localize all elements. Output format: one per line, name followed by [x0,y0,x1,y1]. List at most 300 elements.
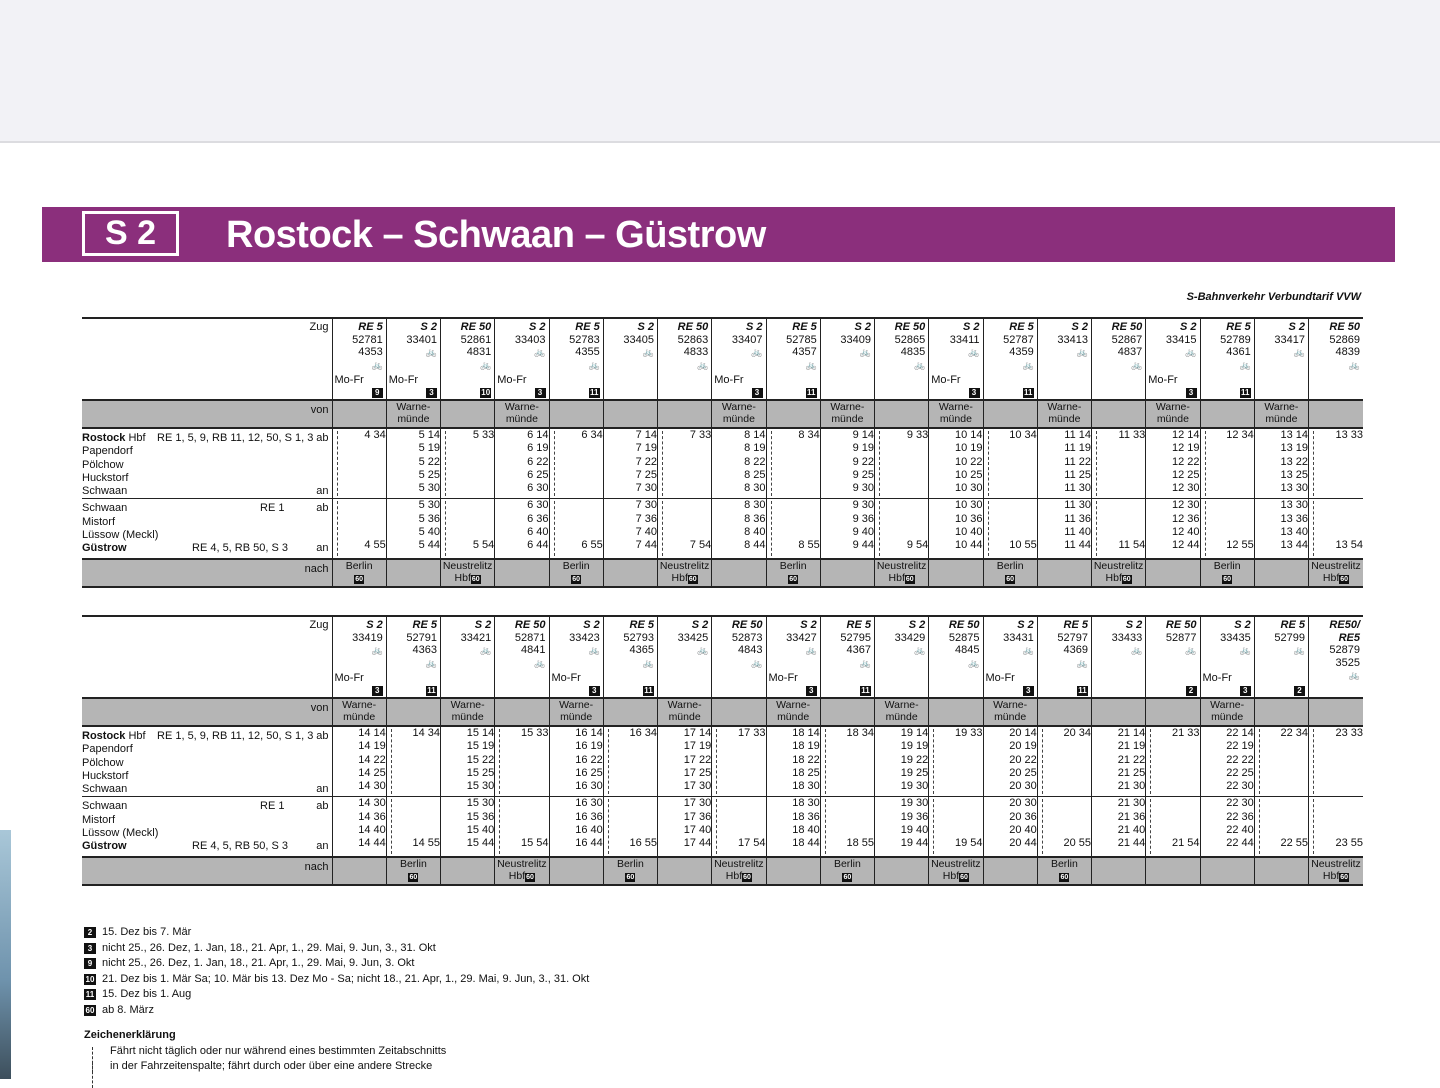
train-info [1201,617,1254,657]
destination-cell [658,857,712,885]
weekday-note: Mo-Fr [985,672,1015,684]
footnote-badge: 3 [426,388,437,398]
origin-cell [1309,698,1364,726]
train-type: RE 5 [792,321,817,333]
footnote-badge: 60 [1122,575,1131,583]
destination-cell: Neustrelitz Hbf60 [1092,559,1146,587]
train-header [332,318,386,400]
origin-cell: Warne- münde [441,698,495,726]
train-number: 52793 4365 [623,631,654,656]
train-header [766,318,820,400]
footnote-badge: 60 [1060,873,1069,881]
train-number: 52799 [1274,631,1305,644]
station-main: Güstrow [82,542,127,555]
time-cell: 18 55 [820,797,874,857]
train-header [495,318,549,400]
time-cell: 11 33 [1092,428,1146,499]
footnote-row [84,972,589,988]
station-name: Papendorf [82,445,133,458]
train-info [712,617,765,669]
origin-cell: Warne- münde [332,698,386,726]
origin-cell [1309,400,1364,428]
train-header [658,318,712,400]
train-number: 33419 [352,631,383,644]
destination-cell: Berlin 60 [820,857,874,885]
bicycle-icon: 🚲 [371,645,383,655]
train-number: 33431 [1003,631,1034,644]
train-header [386,616,440,698]
footnote-text: 15. Dez bis 7. Mär [102,926,192,938]
train-header [1309,318,1364,400]
station-name: Huckstorf [82,471,129,484]
weekday-note: Mo-Fr [551,672,581,684]
footnote-badge: 60 [355,575,364,583]
footnote-text: ab 8. März [102,1003,154,1016]
time-cell: 10 30 10 36 10 40 10 44 [929,499,983,559]
train-info [929,617,982,669]
destination-cell [712,559,766,587]
time-cell: 17 33 [712,726,766,797]
train-header-inner [767,319,820,399]
destination-cell: Neustrelitz Hbf60 [1309,559,1364,587]
time-cell: 22 30 22 36 22 40 22 44 [1200,797,1254,857]
train-info [821,617,874,669]
train-header [929,318,983,400]
bicycle-icon: 🚲 [859,657,871,668]
train-number: 33423 [569,631,600,644]
nach-label-cell [82,559,332,587]
footnote-row [84,941,589,957]
footnote-text: 21. Dez bis 1. Mär Sa; 10. Mär bis 13. Dez Mo - Sa; nicht 18., 21. Apr, 1., 29. Mai, 9. Jun, 3., 31. Okt [102,972,590,985]
time-cell: 16 30 16 36 16 40 16 44 [549,797,603,857]
train-number: 52863 4833 [677,333,709,358]
time-cell: 23 33 [1309,726,1364,797]
train-number: 52795 4367 [840,631,871,656]
time-cell: 13 33 [1309,428,1364,499]
arrival-departure-mark: ab [316,800,329,813]
train-header-inner [387,319,440,399]
train-header-inner [1201,319,1254,399]
train-number: 33427 [786,631,817,644]
train-info [387,617,440,669]
train-header-inner [875,617,928,697]
train-type: RE 5 [1226,321,1251,333]
origin-cell [658,400,712,428]
train-number: 33425 [677,631,709,644]
time-cell: 11 14 11 19 11 22 11 25 11 30 [1037,428,1091,499]
route-banner [42,207,1395,262]
train-header [386,318,440,400]
train-number: 52797 4369 [1057,631,1088,656]
footnotes [84,925,589,1075]
destination-cell: Neustrelitz Hbf60 [495,857,549,885]
legend-line: in der Fahrzeitenspalte; fährt durch oder über eine andere Strecke [84,1059,589,1075]
origin-cell [983,400,1037,428]
station-name: Pölchow [82,458,124,471]
train-header [820,318,874,400]
train-number: 33413 [1057,333,1088,346]
station-main: Rostock [82,730,126,742]
connection-info: RE 4, 5, RB 50, S 3 [192,542,288,555]
time-cell: 19 33 [929,726,983,797]
train-number: 33401 [406,333,437,346]
destination-cell: Berlin 60 [1037,857,1091,885]
origin-cell: Warne- münde [766,698,820,726]
destination-cell [1200,857,1254,885]
zug-label-cell [82,318,332,400]
train-type: RE 50 [1329,321,1360,333]
train-type: RE 5 [1280,619,1305,631]
destination-cell [1092,857,1146,885]
train-info [550,617,603,657]
weekday-note: Mo-Fr [931,374,961,386]
station-name: Mistorf [82,813,115,826]
route-title: Rostock – Schwaan – Güstrow [226,214,766,256]
footnote-badge: 60 [471,575,480,583]
origin-cell: Warne- münde [929,400,983,428]
zug-label: Zug [309,321,329,333]
footnote-badge: 3 [1023,686,1034,696]
bicycle-icon: 🚲 [1022,645,1034,655]
train-header [1146,318,1200,400]
train-type: S 2 [637,321,654,333]
train-type: S 2 [474,619,492,631]
weekday-note: Mo-Fr [388,374,419,386]
von-label: von [310,702,329,714]
train-header [603,616,657,698]
time-cell: 17 54 [712,797,766,857]
train-number: 33405 [623,333,654,346]
bicycle-icon: 🚲 [968,347,980,357]
destination-cell: Neustrelitz Hbf60 [929,857,983,885]
train-type: S 2 [1071,321,1088,333]
time-cell: 15 33 [495,726,549,797]
legend-line: Fährt nicht täglich oder nur während eines bestimmten Zeitabschnitts [84,1044,589,1060]
bicycle-icon: 🚲 [642,347,654,357]
footnote-badge: 60 [743,873,751,881]
footnote-badge: 3 [806,686,817,696]
time-cell: 4 55 [332,499,386,559]
bicycle-icon: 🚲 [859,347,871,357]
connection-info: RE 4, 5, RB 50, S 3 [192,840,288,853]
origin-cell: Warne- münde [820,400,874,428]
footnote-badge: 11 [1241,388,1250,397]
bicycle-icon: 🚲 [1131,645,1143,655]
weekday-note: Mo-Fr [497,374,527,386]
footnote-badge: 60 [1223,575,1232,583]
footnote-symbol: 3 [84,943,96,954]
train-header [1254,318,1308,400]
line-badge: S 2 [82,211,179,256]
footnote-badge: 11 [861,686,870,695]
footnote-text: nicht 25., 26. Dez, 1. Jan, 18., 21. Apr, 1., 29. Mai, 9. Jun, 3., 31. Okt [102,941,436,954]
time-cell: 13 54 [1309,499,1364,559]
train-type: RE 5 [1009,321,1034,333]
train-header [875,318,929,400]
footnote-badge: 3 [1186,388,1197,398]
footnote-badge: 60 [572,575,581,583]
train-info [1255,319,1308,359]
origin-cell: Warne- münde [549,698,603,726]
train-header-inner [441,617,494,697]
bicycle-icon: 🚲 [588,359,600,370]
station-list [82,726,332,797]
train-info [984,617,1037,657]
train-header-inner [712,319,765,399]
connection-info: RE 1 [260,800,285,813]
station-list [82,499,332,559]
footnote-badge: 60 [1340,873,1349,881]
time-cell: 5 33 [441,428,495,499]
train-type: S 2 [1017,619,1034,631]
train-type: RE 5 [1063,619,1088,631]
time-cell: 17 14 17 19 17 22 17 25 17 30 [658,726,712,797]
bicycle-icon: 🚲 [914,359,926,370]
train-info [1146,617,1199,657]
destination-cell [332,857,386,885]
station-name: Mistorf [82,515,115,528]
time-cell: 6 55 [549,499,603,559]
time-cell: 9 30 9 36 9 40 9 44 [820,499,874,559]
train-header [712,318,766,400]
bicycle-icon: 🚲 [642,657,654,668]
train-number: 52861 4831 [460,333,492,358]
origin-cell: Warne- münde [1200,698,1254,726]
train-info [1038,319,1091,359]
train-number: 52865 4835 [894,333,926,358]
origin-cell [441,400,495,428]
train-header-inner [1309,319,1363,399]
footnote-badge: 11 [590,388,599,397]
train-info [984,319,1037,371]
time-cell: 13 30 13 36 13 40 13 44 [1254,499,1308,559]
destination-cell [875,857,929,885]
train-number: 52787 4359 [1003,333,1034,358]
train-header [549,318,603,400]
destination-cell: Berlin 60 [766,559,820,587]
bicycle-icon: 🚲 [1293,347,1305,357]
time-cell: 7 14 7 19 7 22 7 25 7 30 [603,428,657,499]
train-header [603,318,657,400]
train-header [441,318,495,400]
weekday-note: Mo-Fr [334,374,364,386]
footnote-badge: 3 [589,686,600,696]
destination-cell: Berlin 60 [549,559,603,587]
von-label-cell [82,400,332,428]
train-header-inner [604,319,657,399]
train-header [549,616,603,698]
train-info [875,617,928,657]
von-label-cell [82,698,332,726]
train-header-inner [1146,319,1199,399]
tarif-note: S-Bahnverkehr Verbundtarif VVW [1186,291,1361,303]
station-name: Pölchow [82,756,124,769]
origin-cell [603,698,657,726]
footnote-badge: 11 [807,388,816,397]
footnote-symbol: 2 [84,927,96,938]
train-info [1255,617,1308,657]
train-number: 33429 [894,631,926,644]
zug-label: Zug [309,619,329,631]
train-header-inner [550,617,603,697]
time-cell: 19 14 19 19 19 22 19 25 19 30 [875,726,929,797]
train-info [658,617,711,657]
train-header [712,616,766,698]
train-info [1309,617,1363,682]
destination-cell: Neustrelitz Hbf60 [441,559,495,587]
train-type: RE 50 [677,321,709,333]
origin-cell [875,400,929,428]
bicycle-icon: 🚲 [588,645,600,655]
train-header-inner [1146,617,1199,697]
footnote-badge: 60 [843,873,852,881]
train-number: 52785 4357 [786,333,817,358]
train-number: 33433 [1111,631,1143,644]
train-type: RE 50 [460,321,492,333]
arrival-departure-mark: ab [316,502,329,515]
destination-cell: Neustrelitz Hbf60 [1309,857,1364,885]
train-header-inner [550,319,603,399]
destination-cell [1146,559,1200,587]
footnote-row [84,987,589,1003]
train-type: S 2 [1234,619,1251,631]
bicycle-icon: 🚲 [1239,645,1251,655]
time-cell: 18 34 [820,726,874,797]
time-cell: 10 34 [983,428,1037,499]
bicycle-icon: 🚲 [914,645,926,655]
weekday-note: Mo-Fr [714,374,744,386]
time-cell: 18 30 18 36 18 40 18 44 [766,797,820,857]
von-label: von [310,404,329,416]
train-header-inner [1309,617,1363,697]
bicycle-icon: 🚲 [480,359,492,370]
time-cell: 21 30 21 36 21 40 21 44 [1092,797,1146,857]
bicycle-icon: 🚲 [480,645,492,655]
time-cell: 16 14 16 19 16 22 16 25 16 30 [549,726,603,797]
bicycle-icon: 🚲 [1239,359,1251,370]
train-header [1309,616,1364,698]
train-number: 52781 4353 [352,333,383,358]
train-number: 52869 4839 [1329,333,1360,358]
train-number: 33407 [731,333,763,346]
origin-cell [1092,698,1146,726]
time-cell: 12 14 12 19 12 22 12 25 12 30 [1146,428,1200,499]
time-cell: 8 55 [766,499,820,559]
train-number: 52877 [1165,631,1197,644]
train-header-inner [767,617,820,697]
time-cell: 23 55 [1309,797,1364,857]
bicycle-icon: 🚲 [751,347,763,357]
time-cell: 20 14 20 19 20 22 20 25 20 30 [983,726,1037,797]
time-cell: 6 30 6 36 6 40 6 44 [495,499,549,559]
footnote-badge: 11 [644,686,653,695]
bicycle-icon: 🚲 [371,359,383,370]
train-header-inner [1092,617,1145,697]
destination-cell: Berlin 60 [332,559,386,587]
destination-cell [549,857,603,885]
train-header-inner [495,319,548,399]
time-cell: 22 34 [1254,726,1308,797]
destination-cell: Berlin 60 [983,559,1037,587]
footnote-badge: 11 [1024,388,1033,397]
destination-cell: Berlin 60 [603,857,657,885]
destination-cell: Berlin 60 [1200,559,1254,587]
train-type: S 2 [420,321,437,333]
bicycle-icon: 🚲 [697,359,709,370]
time-cell: 19 54 [929,797,983,857]
origin-cell: Warne- münde [875,698,929,726]
train-header-inner [333,617,386,697]
footnote-badge: 2 [1186,686,1197,696]
bicycle-icon: 🚲 [1076,657,1088,668]
destination-cell [1146,857,1200,885]
time-cell: 12 30 12 36 12 40 12 44 [1146,499,1200,559]
time-cell: 21 14 21 19 21 22 21 25 21 30 [1092,726,1146,797]
train-header-inner [658,319,711,399]
train-type: S 2 [366,619,383,631]
train-type: RE 5 [846,619,871,631]
train-header-inner [658,617,711,697]
train-info [767,319,820,371]
station-name: Schwaan [82,783,128,796]
time-cell: 9 54 [875,499,929,559]
footnote-badge: 60 [526,873,534,881]
bicycle-icon: 🚲 [534,657,546,668]
bicycle-icon: 🚲 [534,347,546,357]
destination-cell [929,559,983,587]
station-name: Lüssow (Meckl) [82,529,159,542]
time-cell: 9 14 9 19 9 22 9 25 9 30 [820,428,874,499]
train-header [766,616,820,698]
origin-cell [386,698,440,726]
train-number: 52789 4361 [1220,333,1251,358]
train-info [550,319,603,371]
time-cell: 13 14 13 19 13 22 13 25 13 30 [1254,428,1308,499]
footnote-badge: 60 [626,873,635,881]
train-info [1038,617,1091,669]
train-type: S 2 [854,321,871,333]
bicycle-icon: 🚲 [1185,645,1197,655]
destination-cell [495,559,549,587]
origin-cell: Warne- münde [1146,400,1200,428]
train-header-inner [333,319,386,399]
train-info [767,617,820,657]
train-header [1200,616,1254,698]
train-type: S 2 [908,619,926,631]
train-number: 33435 [1220,631,1251,644]
destination-cell: Neustrelitz Hbf60 [712,857,766,885]
bicycle-icon: 🚲 [805,359,817,370]
origin-cell [1146,698,1200,726]
train-number: 52873 4843 [731,631,763,656]
train-type: RE 5 [412,619,437,631]
destination-cell: Neustrelitz Hbf60 [658,559,712,587]
footnote-badge: 60 [409,873,418,881]
nach-label-cell [82,857,332,885]
train-header [658,616,712,698]
time-cell: 9 33 [875,428,929,499]
train-info [495,617,548,669]
train-info [875,319,928,371]
time-cell: 12 34 [1200,428,1254,499]
train-type: RE50/ RE5 [1329,619,1360,644]
background-photo-edge [0,830,11,1079]
time-cell: 15 14 15 19 15 22 15 25 15 30 [441,726,495,797]
footnote-text: nicht 25., 26. Dez, 1. Jan, 18., 21. Apr, 1., 29. Mai, 9. Jun, 3. Okt [102,957,415,969]
time-cell: 7 33 [658,428,712,499]
time-cell: 8 30 8 36 8 40 8 44 [712,499,766,559]
train-header [1254,616,1308,698]
